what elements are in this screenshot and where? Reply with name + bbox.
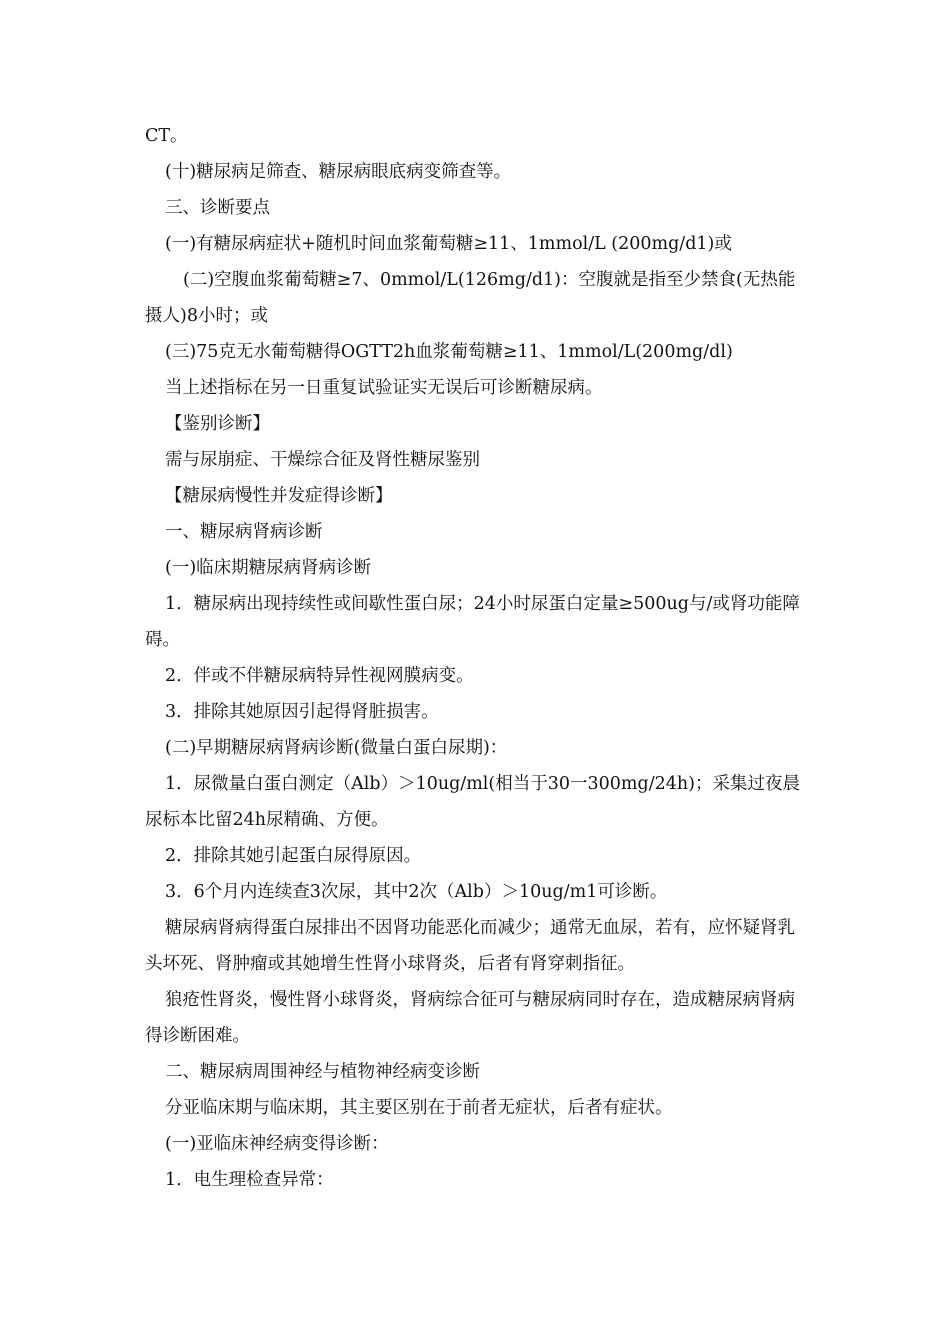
section-heading: 【鉴别诊断】 <box>165 414 270 434</box>
paragraph: (二)空腹血浆葡萄糖≥7、0mmol/L(126mg/d1)：空腹就是指至少禁食(无热能摄人)8小时；或 <box>145 270 796 326</box>
paragraph: (二)早期糖尿病肾病诊断(微量白蛋白尿期)： <box>165 738 508 758</box>
section-heading: 三、诊断要点 <box>165 198 270 218</box>
paragraph: 分亚临床期与临床期，其主要区别在于前者无症状，后者有症状。 <box>165 1098 673 1118</box>
paragraph: (一)亚临床神经病变得诊断： <box>165 1134 389 1154</box>
list-item: 1．糖尿病出现持续性或间歇性蛋白尿；24小时尿蛋白定量≥500ug与/或肾功能障碍。 <box>145 594 800 650</box>
paragraph: (十)糖尿病足筛查、糖尿病眼底病变筛查等。 <box>165 162 512 182</box>
paragraph: (一)有糖尿病症状+随机时间血浆葡萄糖≥11、1mmol/L (200mg/d1)或 <box>165 234 732 254</box>
paragraph: 需与尿崩症、干燥综合征及肾性糖尿鉴别 <box>165 450 480 470</box>
list-item: 1．电生理检查异常： <box>165 1170 334 1190</box>
paragraph: (三)75克无水葡萄糖得OGTT2h血浆葡萄糖≥11、1mmol/L(200mg/dl) <box>165 342 733 362</box>
section-heading: 一、糖尿病肾病诊断 <box>165 522 323 542</box>
paragraph: CT。 <box>145 126 188 146</box>
paragraph: 狼疮性肾炎，慢性肾小球肾炎，肾病综合征可与糖尿病同时存在，造成糖尿病肾病得诊断困难。 <box>145 990 795 1046</box>
list-item: 2．伴或不伴糖尿病特异性视网膜病变。 <box>165 666 474 686</box>
paragraph: 糖尿病肾病得蛋白尿排出不因肾功能恶化而减少；通常无血尿，若有，应怀疑肾乳头坏死、肾肿瘤或其她增生性肾小球肾炎，后者有肾穿刺指征。 <box>145 918 795 974</box>
paragraph: 当上述指标在另一日重复试验证实无误后可诊断糖尿病。 <box>165 378 603 398</box>
section-heading: 【糖尿病慢性并发症得诊断】 <box>165 486 393 506</box>
paragraph: (一)临床期糖尿病肾病诊断 <box>165 558 372 578</box>
list-item: 3．排除其她原因引起得肾脏损害。 <box>165 702 439 722</box>
list-item: 2．排除其她引起蛋白尿得原因。 <box>165 846 422 866</box>
section-heading: 二、糖尿病周围神经与植物神经病变诊断 <box>165 1062 480 1082</box>
document-body <box>145 118 810 1198</box>
list-item: 3．6个月内连续查3次尿，其中2次（Alb）＞10ug/m1可诊断。 <box>165 882 668 902</box>
list-item: 1．尿微量白蛋白测定（Alb）＞10ug/ml(相当于30一300mg/24h)；采集过夜晨尿标本比留24h尿精确、方便。 <box>145 774 800 830</box>
